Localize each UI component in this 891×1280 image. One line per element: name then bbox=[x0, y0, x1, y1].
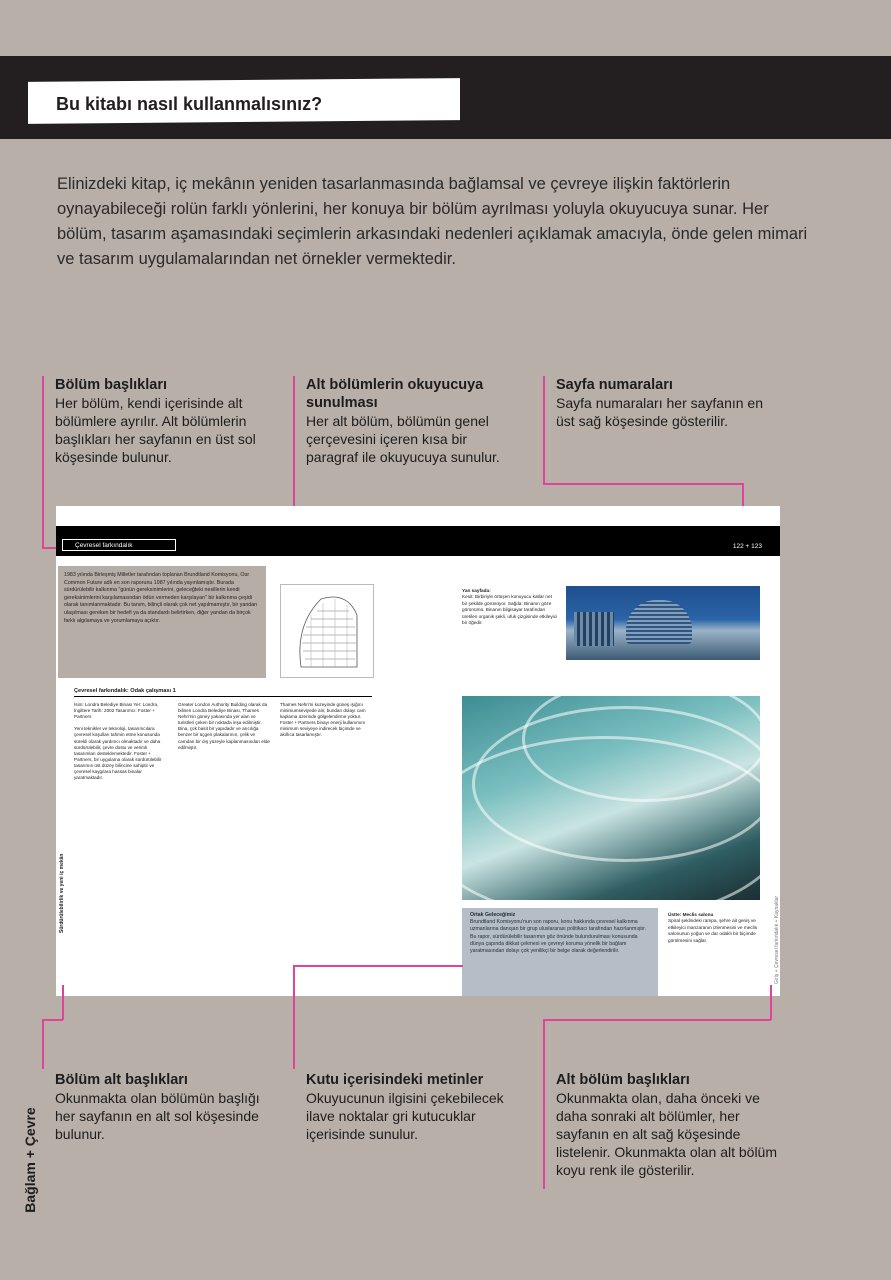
spread-footer-left: Sürdürülebilirlik ve yeni iç mekân bbox=[59, 853, 65, 933]
annotation-text: Okunmakta olan, daha önceki ve daha sonraki alt bölümler, her sayfanın en alt sağ köşesinde listelenir. Okunmakta olan alt bölüm koyu renk ile gösterilir. bbox=[556, 1090, 777, 1178]
book-spread-example bbox=[56, 506, 780, 996]
city-hall-photo bbox=[566, 586, 760, 660]
annotation-title: Alt bölümlerin okuyucuya sunulması bbox=[306, 377, 484, 411]
case-study-heading: Çevresel farkındalık: Odak çalışması 1 bbox=[74, 688, 176, 694]
annotation-chapter-subtitles bbox=[55, 1071, 280, 1143]
spread-page-numbers: 122 + 123 bbox=[732, 543, 762, 550]
leader-line bbox=[293, 965, 295, 1069]
case-info: İsim: Londra Belediye Binası Yer: Londra, İngiltere Tarih: 2002 Tasarımcı: Foster + Partners bbox=[74, 702, 159, 720]
text-column bbox=[74, 702, 166, 781]
spread-footer-right: Giriş + Çevresel farkındalık + Kaynaklar bbox=[774, 895, 780, 984]
annotation-title: Bölüm alt başlıkları bbox=[55, 1072, 188, 1088]
page-title: Bu kitabı nasıl kullanmalısınız? bbox=[56, 94, 323, 114]
text-column: Greater London Authority Building olarak da bilinen Londra Belediye Binası, Thames Nehri'nin güney yakasında yer alan ve turistleri çeken bir noktada inşa edilmiştir. Bina, çok basit bir yapıdadır ve arıcılığa benzer bir üçgen plakalarının, çelik ve camdan bir dış yüzeyle kaplanmasından elde edilmiştir. bbox=[178, 702, 270, 750]
annotation-subsection-intro bbox=[306, 376, 521, 466]
annotation-text: Okuyucunun ilgisini çekebilecek ilave noktalar gri kutucuklar içerisinde sunulur. bbox=[306, 1090, 504, 1142]
box-text: Brundtland Komisyonu'nun son raporu, konu hakkında çevresel kalkınma uzmanlarına danışan bir grup uluslararası politikacı tarafından hazırlanmıştır. Bu rapor, sürdürülebilir tasarımın göz önünde bulundurulması konusunda dünya çapında dikkat çekmesi ve çevreyi koruma yönelik bir bağlam yaratmasından dolayı çok yenilikçi bir belge olarak değerlendirilir. bbox=[470, 919, 647, 955]
building-shape bbox=[574, 612, 614, 646]
text-column: Thames Nehri'ni kuzeyinde güneş ışığını minimumseviyede alır, bundan dolayı cam kaplama üzerinde gölgelendirme yoktur. Foster + Partners binayı enerji kullanımını minimum seviyeye indirecek biçimde ve akıllıca tasarlamıştır. bbox=[280, 702, 366, 738]
photo-caption-title: Yan sayfada: bbox=[462, 588, 491, 593]
intro-paragraph: Elinizdeki kitap, iç mekânın yeniden tasarlanmasında bağlamsal ve çevreye ilişkin faktörlerin oynayabileceği rolün farklı yönlerini, her konuya bir bölüm ayrılması yoluyla okuyucuya sunar. Her bölüm, tasarım aşamasındaki seçimlerin arkasındaki nedenleri açıklamak amacıyla, önde gelen mimari ve tasarım uygulamalarından net örnekler vermektedir. bbox=[57, 175, 808, 268]
spread-abstract: 1983 yılında Birleşmiş Milletler tarafından toplanan Brundtland Komisyonu, Our Common Future adlı en son raporunu 1987 yılında yayınlamıştır. Burada sürdürülebilir kalkınma "günün gereksinimlerini, geleceğteki nesillerin kendi gereksinimlerini karşılamasından ödün vermeden karşılayan" bir kalkınma çeşidi olarak tanımlanmaktadır. Bu tanım, bilinçli olarak çok net yapılmamıştır, bir yandan ulaşılması gereken bir hedefi ya da standardı belirtirken, diğer yandan da birçok farklı algılamaya ve yorumlamaya açıktır. bbox=[58, 566, 266, 678]
annotation-text: Her bölüm, kendi içerisinde alt bölümlere ayrılır. Alt bölümlerin başlıkları her sayfanın en üst sol köşesinde bulunur. bbox=[55, 395, 256, 465]
interior-ramp-photo bbox=[462, 696, 760, 900]
spread-section-tag: Çevresel farkındalık bbox=[62, 539, 176, 551]
spine-title: Bağlam + Çevre bbox=[22, 1107, 38, 1213]
annotation-text: Her alt bölüm, bölümün genel çerçevesini içeren kısa bir paragraf ile okuyucuya sunulur. bbox=[306, 413, 500, 465]
leader-line bbox=[770, 985, 772, 1020]
annotation-title: Alt bölüm başlıkları bbox=[556, 1072, 690, 1088]
box-title: Ortak Geleceğimiz bbox=[470, 912, 516, 918]
leader-line bbox=[42, 376, 44, 548]
leader-line bbox=[543, 1019, 545, 1189]
leader-line bbox=[543, 1019, 771, 1021]
divider bbox=[74, 696, 372, 697]
leader-line bbox=[42, 1019, 44, 1069]
annotation-text: Okunmakta olan bölümün başlığı her sayfanın en alt sol köşesinde bulunur. bbox=[55, 1090, 260, 1142]
photo-caption bbox=[462, 588, 558, 626]
leader-line bbox=[543, 483, 743, 485]
leader-line bbox=[543, 376, 545, 484]
leader-line bbox=[42, 1019, 63, 1021]
building-shape bbox=[626, 600, 692, 644]
photo-caption-title: Üstte: Meclis salonu bbox=[668, 912, 714, 917]
grey-text-box bbox=[462, 908, 658, 996]
annotation-title: Kutu içerisindeki metinler bbox=[306, 1072, 484, 1088]
annotation-page-numbers bbox=[556, 376, 781, 430]
annotation-title: Sayfa numaraları bbox=[556, 377, 673, 393]
photo-caption-text: Kesit: Birbiriyle örtüşen konuyucu katlar net bir şekilde görünüyor. Sağda: Binanın göze görünümü. Binanın bilgisayar tarafından üretilen organik şekli, ufuk çizgisinde etkileyici bir öğedir. bbox=[462, 594, 558, 626]
photo-caption-text: Spiral şeklindeki rampa, şehre ait geniş ve etkileyici manzaranın izlenmesini ve meclis salonunun yoğun ve dar odaklı bir biçimde görülmesini sağlar. bbox=[668, 918, 758, 943]
annotation-section-titles bbox=[55, 376, 280, 466]
annotation-subsection-titles bbox=[556, 1071, 778, 1179]
leader-line bbox=[293, 965, 463, 967]
section-drawing bbox=[280, 584, 374, 678]
annotation-text: Sayfa numaraları her sayfanın en üst sağ köşesinde gösterilir. bbox=[556, 395, 764, 429]
column-text: Yeni teknikler ve teknoloji, tasarımcılara çevresel koşulları tahmin etme konusunda sürekli olarak yardımcı olmaktadır ve daha sürdürülebilir, çevre dostu ve verimli tasarımları desteklemektedir. Foster + Partners, bir uygulama olarak sürdürülebilir tasarımın üst düzey bilincine sahiptir ve çevresel kaygılara hassas binalar yaratmaktadır. bbox=[74, 726, 162, 781]
annotation-boxed-text bbox=[306, 1071, 526, 1143]
photo-caption bbox=[668, 912, 760, 944]
annotation-title: Bölüm başlıkları bbox=[55, 377, 168, 393]
leader-line bbox=[62, 985, 64, 1020]
ramp-arc bbox=[522, 676, 768, 802]
